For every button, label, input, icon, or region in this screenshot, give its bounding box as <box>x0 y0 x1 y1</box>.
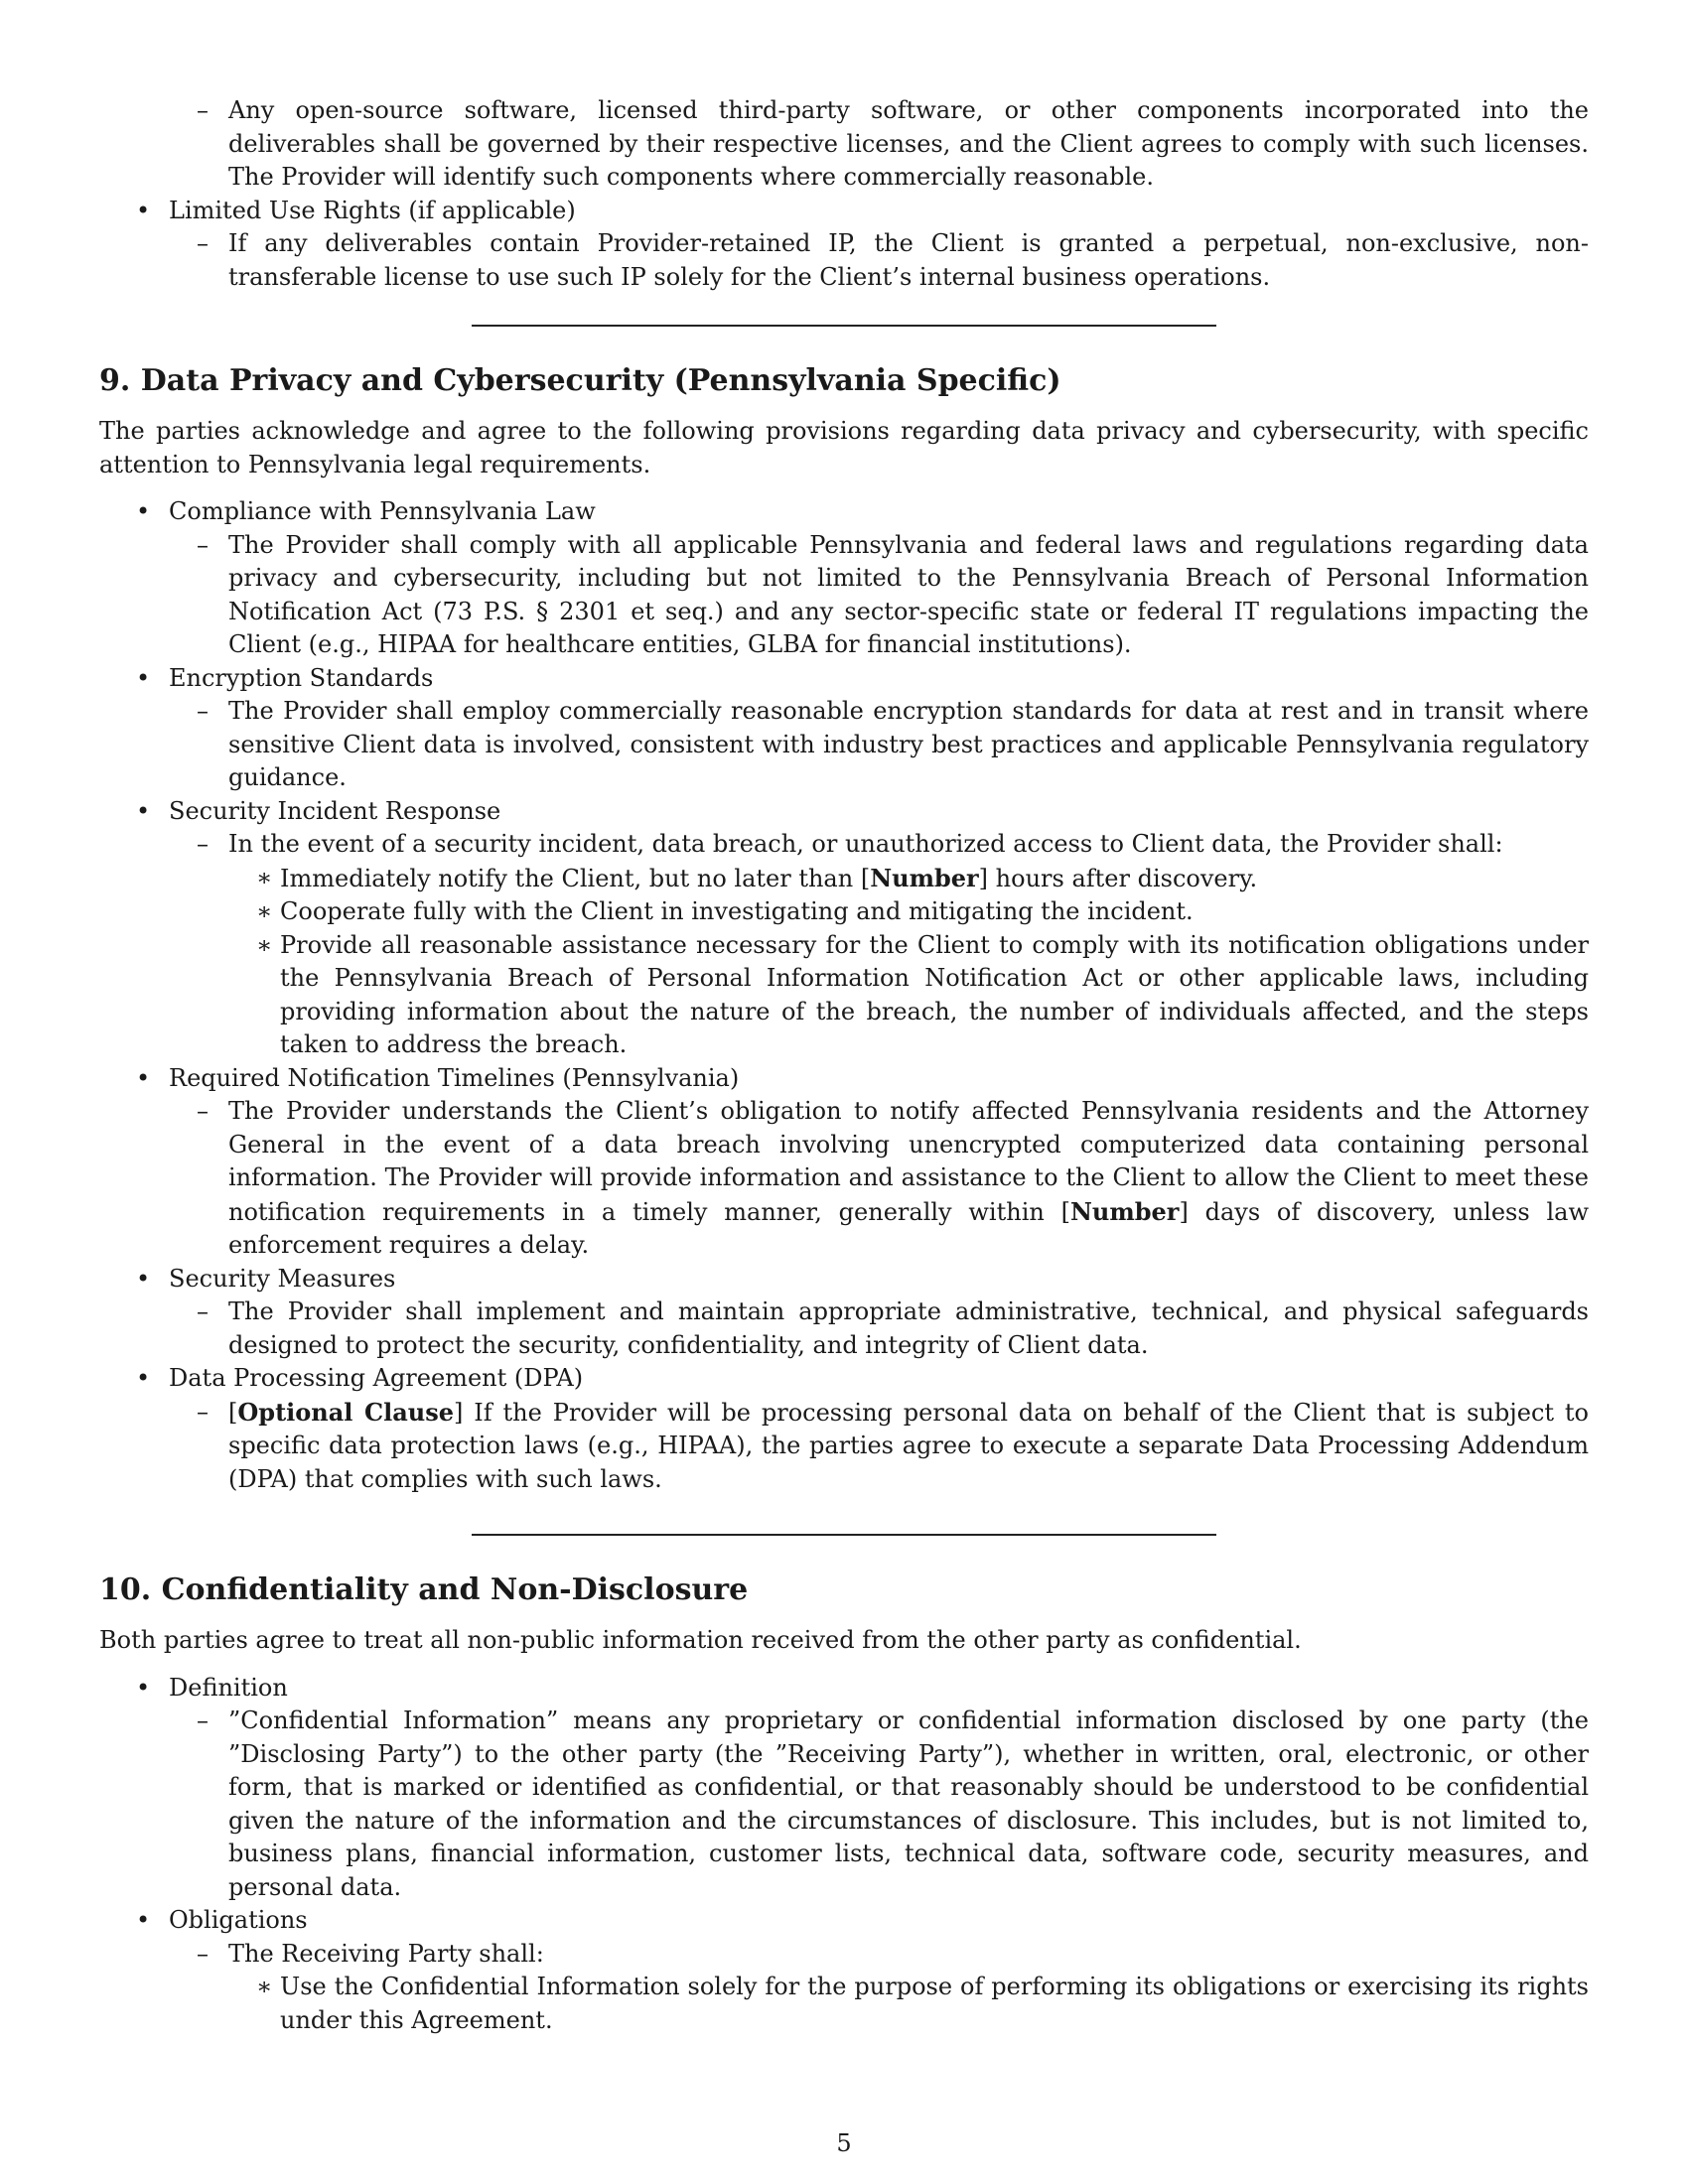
list-item: • Obligations – The Receiving Party shall: ∗ Use the Confidential Information solely for the purpose of performing its obligations or exercising its rights under this Agreement. <box>99 1904 1589 2037</box>
list-item: – The Provider understands the Client’s obligation to notify affected Pennsylvania residents and the Attorney General in the event of a data breach involving unencrypted computerized data containing personal information. The Provider will provide information and assistance to the Client to allow the Client to meet these notification requirements in a timely manner, generally within [Number] days of discovery, unless law enforcement requires a delay. <box>169 1095 1589 1263</box>
page-number: 5 <box>836 2129 852 2157</box>
list-item: – If any deliverables contain Provider-retained IP, the Client is granted a perpetual, non-exclusive, non-transferable license to use such IP solely for the Client’s internal business operations. <box>169 227 1589 294</box>
section-9-intro: The parties acknowledge and agree to the following provisions regarding data privacy and cybersecurity, with specific attention to Pennsylvania legal requirements. <box>99 417 1589 478</box>
section-10-title: 10. Confidentiality and Non-Disclosure <box>99 1572 749 1607</box>
list-item <box>99 195 1589 295</box>
list-item: – In the event of a security incident, data breach, or unauthorized access to Client data, the Provider shall: ∗ Immediately notify the Client, but no later than [Number] hours after discovery. ∗ Cooperate fully with the Client in investigating and mitigating the incident. ∗ Provide all reasonable assistance necessary for the Client to comply with its notification obligations under the Pennsylvania Breach of Personal Information Notification Act or other applicable laws, including providing information about the nature of the breach, the number of individuals affected, and the steps taken to address the breach. <box>169 828 1589 1062</box>
license-clause: Any open-source software, licensed third-party software, or other components incorporated into the deliverables shall be governed by their respective licenses, and the Client agrees to comply with such licenses. The Provider will identify such components where commercially reasonable. <box>228 96 1589 191</box>
top-list <box>99 94 1589 195</box>
list-item: – The Provider shall employ commercially reasonable encryption standards for data at rest and in transit where sensitive Client data is involved, consistent with industry best practices and applicable Pennsylvania regulatory guidance. <box>169 695 1589 795</box>
list-item: ∗ Immediately notify the Client, but no later than [Number] hours after discovery. <box>228 862 1589 896</box>
list-item: • Security Measures – The Provider shall implement and maintain appropriate administrative, technical, and physical safeguards designed to protect the security, confidentiality, and integrity of Client data. <box>99 1263 1589 1363</box>
list-item: ∗ Use the Confidential Information solely for the purpose of performing its obligations or exercising its rights under this Agreement. <box>228 1971 1589 2037</box>
list-item: • Compliance with Pennsylvania Law – The Provider shall comply with all applicable Pennsylvania and federal laws and regulations regarding data privacy and cybersecurity, including but not limited to the Pennsylvania Breach of Personal Information Notification Act (73 P.S. § 2301 et seq.) and any sector-specific state or federal IT regulations impacting the Client (e.g., HIPAA for healthcare entities, GLBA for financial institutions). <box>99 495 1589 662</box>
list-item: – The Provider shall comply with all applicable Pennsylvania and federal laws and regulations regarding data privacy and cybersecurity, including but not limited to the Pennsylvania Breach of Personal Information Notification Act (73 P.S. § 2301 et seq.) and any sector-specific state or federal IT regulations impacting the Client (e.g., HIPAA for healthcare entities, GLBA for financial institutions). <box>169 529 1589 662</box>
list-item: – The Receiving Party shall: ∗ Use the Confidential Information solely for the purpose of performing its obligations or exercising its rights under this Agreement. <box>169 1938 1589 2038</box>
limited-use-heading: Limited Use Rights (if applicable) <box>169 196 576 224</box>
list-item: • Encryption Standards – The Provider shall employ commercially reasonable encryption standards for data at rest and in transit where sensitive Client data is involved, consistent with industry best practices and applicable Pennsylvania regulatory guidance. <box>99 662 1589 795</box>
section-10-intro: Both parties agree to treat all non-public information received from the other party as confidential. <box>99 1626 1302 1654</box>
list-item: ∗ Provide all reasonable assistance necessary for the Client to comply with its notification obligations under the Pennsylvania Breach of Personal Information Notification Act or other applicable laws, including providing information about the nature of the breach, the number of individuals affected, and the steps taken to address the breach. <box>228 929 1589 1062</box>
list-item: • Required Notification Timelines (Pennsylvania) – The Provider understands the Client’s obligation to notify affected Pennsylvania residents and the Attorney General in the event of a data breach involving unencrypted computerized data containing personal information. The Provider will provide information and assistance to the Client to allow the Client to meet these notification requirements in a timely manner, generally within [Number] days of discovery, unless law enforcement requires a delay. <box>99 1062 1589 1263</box>
list-item: – The Provider shall implement and maintain appropriate administrative, technical, and physical safeguards designed to protect the security, confidentiality, and integrity of Client data. <box>169 1296 1589 1362</box>
section-divider <box>472 325 1216 327</box>
list-item: – ”Confidential Information” means any proprietary or confidential information disclosed by one party (the ”Disclosing Party”) to the other party (the ”Receiving Party”), whether in written, oral, electronic, or other form, that is marked or identified as confidential, or that reasonably should be understood to be confidential given the nature of the information and the circumstances of disclosure. This includes, but is not limited to, business plans, financial information, customer lists, technical data, software code, security measures, and personal data. <box>169 1705 1589 1904</box>
section-9-list <box>99 495 1589 1496</box>
list-item: – [Optional Clause] If the Provider will be processing personal data on behalf of the Client that is subject to specific data protection laws (e.g., HIPAA), the parties agree to execute a separate Data Processing Addendum (DPA) that complies with such laws. <box>169 1396 1589 1497</box>
list-item: • Definition – ”Confidential Information” means any proprietary or confidential information disclosed by one party (the ”Disclosing Party”) to the other party (the ”Receiving Party”), whether in written, oral, electronic, or other form, that is marked or identified as confidential, or that reasonably should be understood to be confidential given the nature of the information and the circumstances of disclosure. This includes, but is not limited to, business plans, financial information, customer lists, technical data, software code, security measures, and personal data. <box>99 1672 1589 1905</box>
list-item <box>99 94 1589 195</box>
list-item <box>169 94 1589 195</box>
section-10-list <box>99 1672 1589 2038</box>
section-9-title: 9. Data Privacy and Cybersecurity (Pennsylvania Specific) <box>99 363 1061 398</box>
section-divider <box>472 1534 1216 1536</box>
document-page <box>99 94 1589 2037</box>
list-item: ∗ Cooperate fully with the Client in investigating and mitigating the incident. <box>228 895 1589 929</box>
list-item: • Data Processing Agreement (DPA) – [Optional Clause] If the Provider will be processing personal data on behalf of the Client that is subject to specific data protection laws (e.g., HIPAA), the parties agree to execute a separate Data Processing Addendum (DPA) that complies with such laws. <box>99 1362 1589 1496</box>
list-item: • Security Incident Response – In the event of a security incident, data breach, or unauthorized access to Client data, the Provider shall: ∗ Immediately notify the Client, but no later than [Number] hours after discovery. ∗ Cooperate fully with the Client in investigating and mitigating the incident. ∗ Provide all reasonable assistance necessary for the Client to comply with its notification obligations under the Pennsylvania Breach of Personal Information Notification Act or other applicable laws, including providing information about the nature of the breach, the number of individuals affected, and the steps taken to address the breach. <box>99 795 1589 1062</box>
limited-use-list <box>99 195 1589 295</box>
